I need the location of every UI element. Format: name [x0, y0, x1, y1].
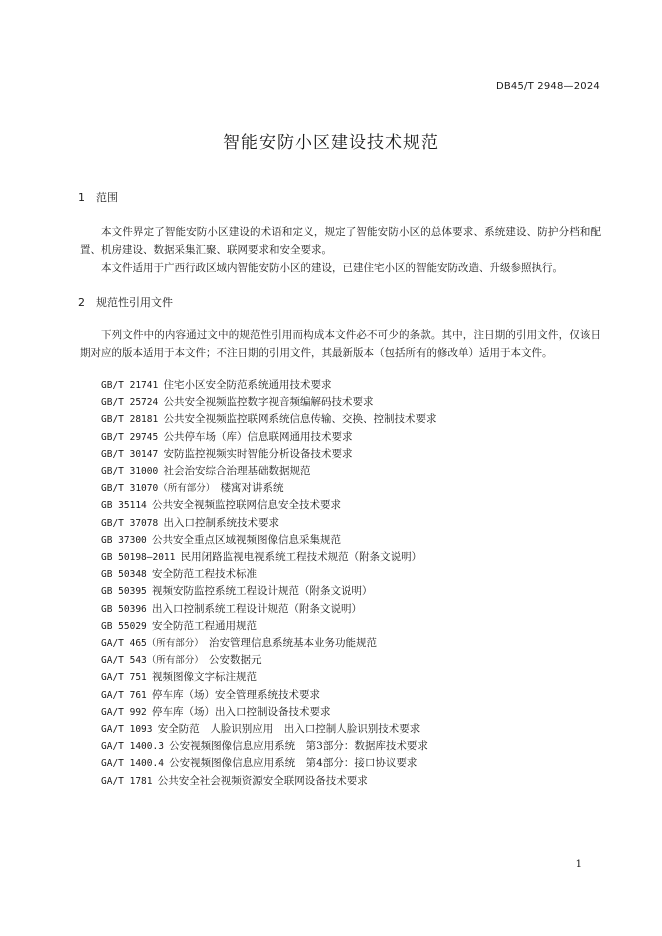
reference-code: GB 50198—2011 [101, 552, 176, 564]
reference-code: GB 37300 [101, 534, 147, 546]
scope-paragraph-1: 本文件界定了智能安防小区建设的术语和定义，规定了智能安防小区的总体要求、系统建设、防护分档和配置、机房建设、数据采集汇聚、联网要求和安全要求。 [80, 226, 601, 256]
section-number: 1 [78, 191, 85, 204]
references-intro-paragraph: 下列文件中的内容通过文中的规范性引用而构成本文件必不可少的条款。其中，注日期的引用文件，仅该日期对应的版本适用于本文件；不注日期的引用文件，其最新版本（包括所有的修改单）适用于本文件。 [80, 329, 601, 359]
reference-item [101, 532, 436, 549]
reference-item [101, 480, 436, 497]
reference-code: GA/T 992 [101, 706, 147, 718]
reference-item [101, 635, 436, 652]
document-title: 智能安防小区建设技术规范 [223, 133, 439, 153]
reference-item [101, 429, 436, 446]
reference-code: GA/T 761 [101, 689, 147, 701]
reference-code: GB/T 28181 [101, 414, 159, 426]
reference-list [101, 377, 436, 790]
reference-code: GA/T 1093 [101, 724, 153, 736]
reference-title: 楼寓对讲系统 [220, 482, 284, 495]
reference-item [101, 652, 436, 669]
reference-item [101, 497, 436, 514]
reference-code: GA/T 543（所有部分） [101, 655, 204, 667]
reference-title: 社会治安综合治理基础数据规范 [163, 465, 311, 478]
reference-item [101, 566, 436, 583]
reference-title: 民用闭路监视电视系统工程技术规范（附条文说明） [180, 551, 423, 564]
reference-code: GB 50395 [101, 586, 147, 598]
reference-item [101, 669, 436, 686]
reference-title: 公共停车场（库）信息联网通用技术要求 [163, 430, 353, 443]
reference-code: GB/T 31070（所有部分） [101, 483, 216, 495]
reference-title: 停车库（场）出入口控制设备技术要求 [152, 705, 331, 718]
reference-title: 公安视频图像信息应用系统 第4部分：接口协议要求 [169, 757, 418, 770]
reference-code: GB/T 30147 [101, 448, 159, 460]
reference-title: 安防监控视频实时智能分析设备技术要求 [163, 447, 353, 460]
reference-code: GB 50396 [101, 603, 147, 615]
reference-item [101, 446, 436, 463]
reference-title: 出入口控制系统工程设计规范（附条文说明） [152, 602, 363, 615]
reference-title: 视频安防监控系统工程设计规范（附条文说明） [152, 585, 373, 598]
reference-item [101, 549, 436, 566]
reference-item [101, 515, 436, 532]
reference-code: GB/T 25724 [101, 397, 159, 409]
reference-code: GB 35114 [101, 500, 147, 512]
reference-title: 安全防范工程技术标准 [152, 568, 258, 581]
reference-title: 公共安全社会视频资源安全联网设备技术要求 [157, 774, 368, 787]
reference-code: GB/T 31000 [101, 466, 159, 478]
reference-item [101, 721, 436, 738]
reference-item [101, 583, 436, 600]
page-number: 1 [575, 859, 582, 870]
section-title: 规范性引用文件 [96, 296, 173, 309]
reference-title: 公共安全视频监控联网信息安全技术要求 [152, 499, 342, 512]
reference-title: 公安数据元 [209, 654, 262, 667]
reference-title: 安全防范工程通用规范 [152, 619, 258, 632]
reference-title: 公共安全重点区域视频图像信息采集规范 [152, 533, 342, 546]
reference-title: 公共安全视频监控联网系统信息传输、交换、控制技术要求 [163, 413, 437, 426]
reference-title: 住宅小区安全防范系统通用技术要求 [163, 379, 332, 391]
section-title: 范围 [96, 191, 118, 204]
scope-paragraph-2: 本文件适用于广西行政区域内智能安防小区的建设，已建住宅小区的智能安防改造、升级参照执行。 [101, 262, 563, 274]
reference-title: 出入口控制系统技术要求 [163, 516, 279, 529]
reference-code: GA/T 465（所有部分） [101, 638, 204, 650]
reference-title: 公安视频图像信息应用系统 第3部分：数据库技术要求 [169, 740, 428, 753]
reference-item [101, 704, 436, 721]
reference-item [101, 618, 436, 635]
reference-code: GB/T 29745 [101, 431, 159, 443]
section-heading-normative-references [78, 294, 173, 310]
reference-code: GB 55029 [101, 620, 147, 632]
reference-title: 视频图像文字标注规范 [152, 671, 258, 684]
reference-code: GA/T 1400.4 [101, 758, 164, 770]
document-code: DB45/T 2948—2024 [495, 81, 600, 92]
reference-item [101, 411, 436, 428]
section-number: 2 [78, 296, 85, 309]
reference-item [101, 463, 436, 480]
reference-code: GB 50348 [101, 569, 147, 581]
section-heading-scope [78, 189, 118, 205]
reference-title: 停车库（场）安全管理系统技术要求 [152, 688, 321, 701]
reference-item [101, 687, 436, 704]
reference-code: GB/T 37078 [101, 517, 159, 529]
reference-item [101, 601, 436, 618]
reference-code: GA/T 1781 [101, 775, 153, 787]
reference-code: GB/T 21741 [101, 380, 159, 391]
reference-item [101, 773, 436, 790]
reference-code: GA/T 751 [101, 672, 147, 684]
reference-title: 治安管理信息系统基本业务功能规范 [209, 637, 378, 650]
reference-title: 安全防范 人脸识别应用 出入口控制人脸识别技术要求 [157, 723, 421, 736]
reference-item [101, 394, 436, 411]
reference-item [101, 377, 436, 394]
reference-title: 公共安全视频监控数字视音频编解码技术要求 [163, 396, 374, 409]
reference-item [101, 738, 436, 755]
reference-code: GA/T 1400.3 [101, 741, 164, 753]
reference-item [101, 755, 436, 772]
